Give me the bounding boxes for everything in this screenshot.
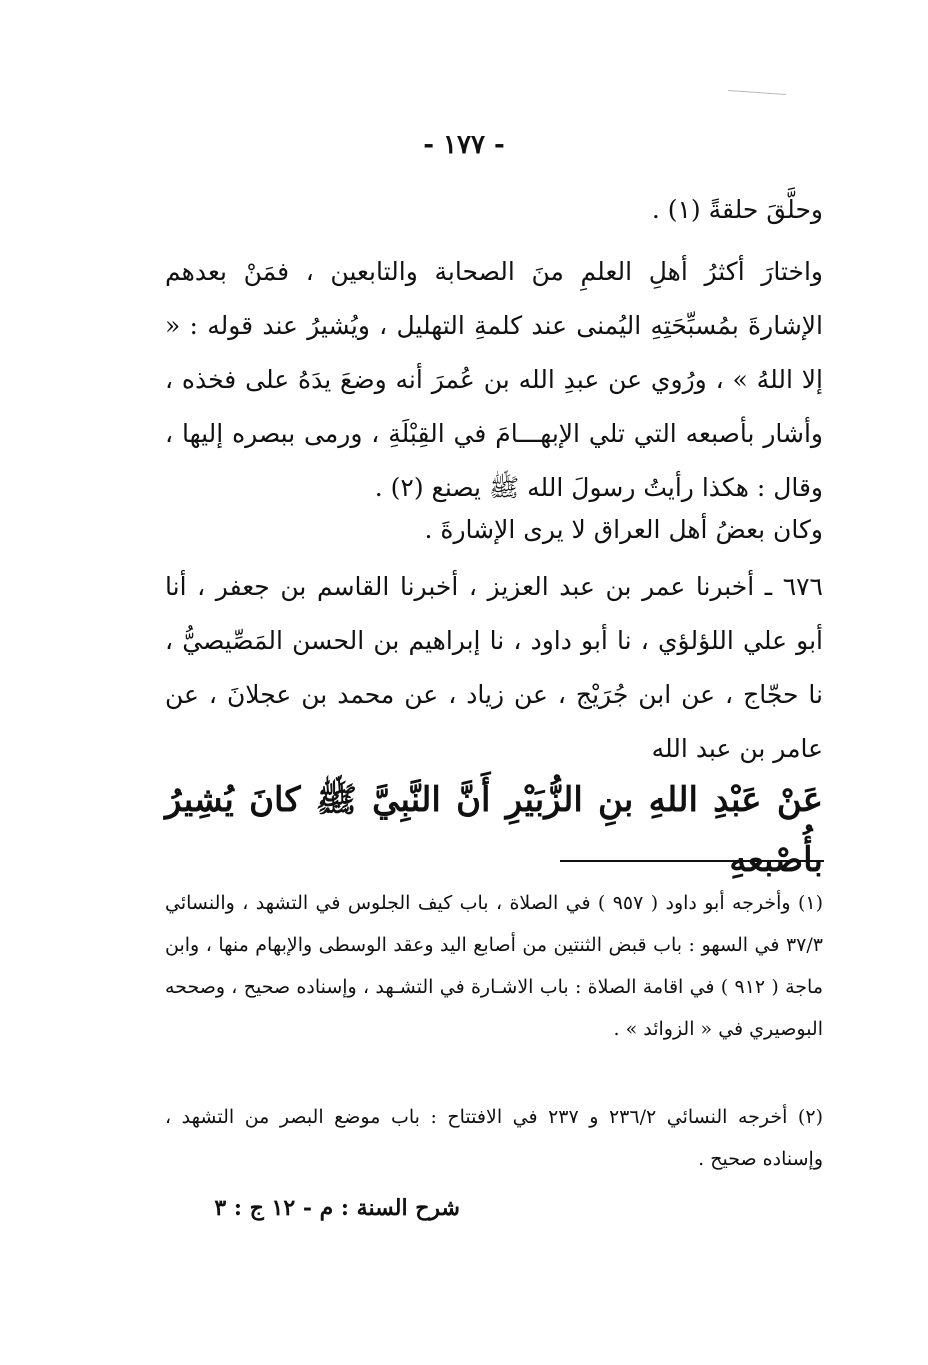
hadith-text: عَنْ عَبْدِ اللهِ بنِ الزُّبَيْرِ أَنَّ النَّبِيَّ ﷺ كانَ يُشِيرُ بأُصْبعهِ (165, 780, 823, 880)
footnote-1: (١) وأخرجه أبو داود ( ٩٥٧ ) في الصلاة ، باب كيف الجلوس في التشهد ، والنسائي ٣٧/٣ في السهو : باب قبض الثنتين من أصابع اليد وعقد الوسطى والإبهام منها ، وابن ماجة ( ٩١٢ ) في اقامة الصلاة : باب الاشـارة في التشـهد ، وإسناده صحيح ، وصححه البوصيري في « الزوائد » . (165, 892, 824, 1040)
footnote-2: (٢) أخرجه النسائي ٢٣٦/٢ و ٢٣٧ في الافتتاح : باب موضع البصر من التشهد ، وإسناده صحيح . (165, 1106, 823, 1170)
book-signature: شرح السنة : م - ١٢ ج : ٣ (214, 1195, 460, 1221)
page-number: - ١٧٧ - (423, 130, 505, 160)
paragraph-1: وحلَّقَ حلقةً (١) . (651, 195, 823, 224)
paragraph-2: واختارَ أكثرُ أهلِ العلمِ منَ الصحابة والتابعين ، فمَنْ بعدهم الإشارةَ بمُسبِّحَتِهِ اليُمنى عند كلمةِ التهليل ، ويُشيرُ عند قوله : « إلا اللهُ » ، ورُوي عن عبدِ الله بن عُمرَ أنه وضعَ يدَهُ على فخذه ، وأشار بأصبعه التي تلي الإبهـــامَ في القِبْلَةِ ، ورمى ببصره إليها ، وقال : هكذا رأيتُ رسولَ الله ﷺ يصنع (٢) . (165, 257, 823, 502)
paragraph-4-isnad: ٦٧٦ ـ أخبرنا عمر بن عبد العزيز ، أخبرنا القاسم بن جعفر ، أنا أبو علي اللؤلؤي ، نا أبو داود ، نا إبراهيم بن الحسن المَصِّيصيُّ ، نا حجّاج ، عن ابن جُرَيْج ، عن زياد ، عن محمد بن عجلانَ ، عن عامر بن عبد الله (165, 572, 823, 763)
footnote-separator (560, 860, 824, 862)
paragraph-3: وكان بعضُ أهل العراق لا يرى الإشارةَ . (424, 515, 823, 544)
scan-artifact (728, 90, 786, 95)
